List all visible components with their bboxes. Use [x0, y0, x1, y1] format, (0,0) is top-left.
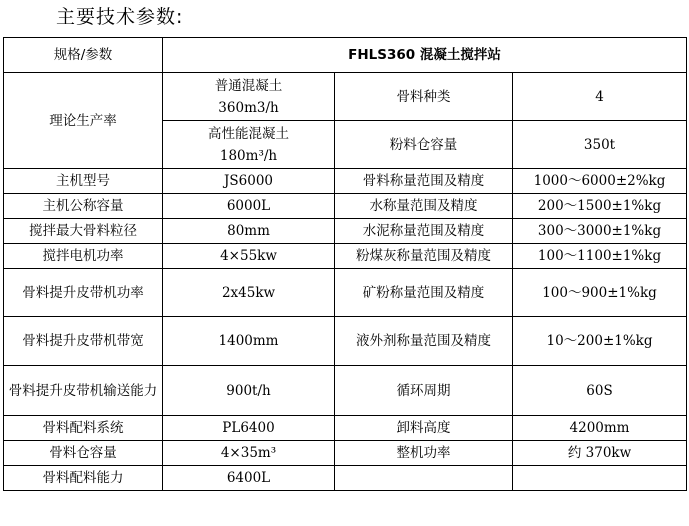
- row-left-label: 主机型号: [4, 169, 163, 194]
- row-left-value: PL6400: [163, 416, 335, 441]
- table-row: [4, 244, 687, 269]
- row-right-label: 循环周期: [335, 366, 513, 416]
- table-row: [4, 73, 687, 121]
- row-right-value: 约 370kw: [513, 441, 687, 466]
- row-left-value: 80mm: [163, 219, 335, 244]
- row-left-label: 搅拌最大骨料粒径: [4, 219, 163, 244]
- aggregate-type-label: 骨料种类: [335, 73, 513, 121]
- row-right-value: 60S: [513, 366, 687, 416]
- spec-table: [3, 37, 687, 491]
- row-left-label: 骨料配料系统: [4, 416, 163, 441]
- row-right-value: [513, 466, 687, 491]
- theory-normal-cell: [163, 73, 335, 121]
- row-left-label: 骨料提升皮带机功率: [4, 269, 163, 317]
- row-left-value: 4×55kw: [163, 244, 335, 269]
- row-right-label: 卸料高度: [335, 416, 513, 441]
- table-header-row: [4, 38, 687, 73]
- row-right-label: [335, 466, 513, 491]
- theory-label: 理论生产率: [4, 73, 163, 169]
- table-row: [4, 194, 687, 219]
- row-left-label: 主机公称容量: [4, 194, 163, 219]
- row-left-value: 2x45kw: [163, 269, 335, 317]
- table-row: [4, 366, 687, 416]
- theory-high-cell: [163, 121, 335, 169]
- table-row: [4, 219, 687, 244]
- theory-high-name: 高性能混凝土: [208, 125, 289, 142]
- theory-normal-name: 普通混凝土: [214, 77, 283, 94]
- aggregate-type-value: 4: [513, 73, 687, 121]
- row-left-label: 搅拌电机功率: [4, 244, 163, 269]
- row-right-label: 矿粉称量范围及精度: [335, 269, 513, 317]
- row-left-label: 骨料配料能力: [4, 466, 163, 491]
- row-right-value: 100～1100±1%kg: [513, 244, 687, 269]
- row-right-value: 10～200±1%kg: [513, 317, 687, 366]
- theory-high-value: 180m³/h: [219, 147, 278, 164]
- table-row: [4, 169, 687, 194]
- table-row: [4, 441, 687, 466]
- row-left-value: JS6000: [163, 169, 335, 194]
- powder-silo-value: 350t: [513, 121, 687, 169]
- row-right-value: 100～900±1%kg: [513, 269, 687, 317]
- row-left-label: 骨料提升皮带机输送能力: [4, 366, 163, 416]
- row-right-label: 骨料称量范围及精度: [335, 169, 513, 194]
- row-right-label: 水称量范围及精度: [335, 194, 513, 219]
- table-row: [4, 317, 687, 366]
- row-right-value: 300～3000±1%kg: [513, 219, 687, 244]
- header-model-title: FHLS360 混凝土搅拌站: [163, 38, 687, 73]
- row-right-label: 液外剂称量范围及精度: [335, 317, 513, 366]
- row-left-label: 骨料提升皮带机带宽: [4, 317, 163, 366]
- table-row: [4, 466, 687, 491]
- row-left-value: 900t/h: [163, 366, 335, 416]
- row-left-value: 6400L: [163, 466, 335, 491]
- row-left-value: 1400mm: [163, 317, 335, 366]
- page-heading: 主要技术参数:: [56, 6, 184, 28]
- header-spec-label: 规格/参数: [4, 38, 163, 73]
- row-right-value: 1000～6000±2%kg: [513, 169, 687, 194]
- row-right-value: 4200mm: [513, 416, 687, 441]
- table-row: [4, 416, 687, 441]
- row-right-label: 粉煤灰称量范围及精度: [335, 244, 513, 269]
- row-right-value: 200～1500±1%kg: [513, 194, 687, 219]
- row-right-label: 整机功率: [335, 441, 513, 466]
- row-right-label: 水泥称量范围及精度: [335, 219, 513, 244]
- row-left-label: 骨料仓容量: [4, 441, 163, 466]
- row-left-value: 4×35m³: [163, 441, 335, 466]
- table-row: [4, 269, 687, 317]
- theory-normal-value: 360m3/h: [218, 99, 279, 116]
- row-left-value: 6000L: [163, 194, 335, 219]
- powder-silo-label: 粉料仓容量: [335, 121, 513, 169]
